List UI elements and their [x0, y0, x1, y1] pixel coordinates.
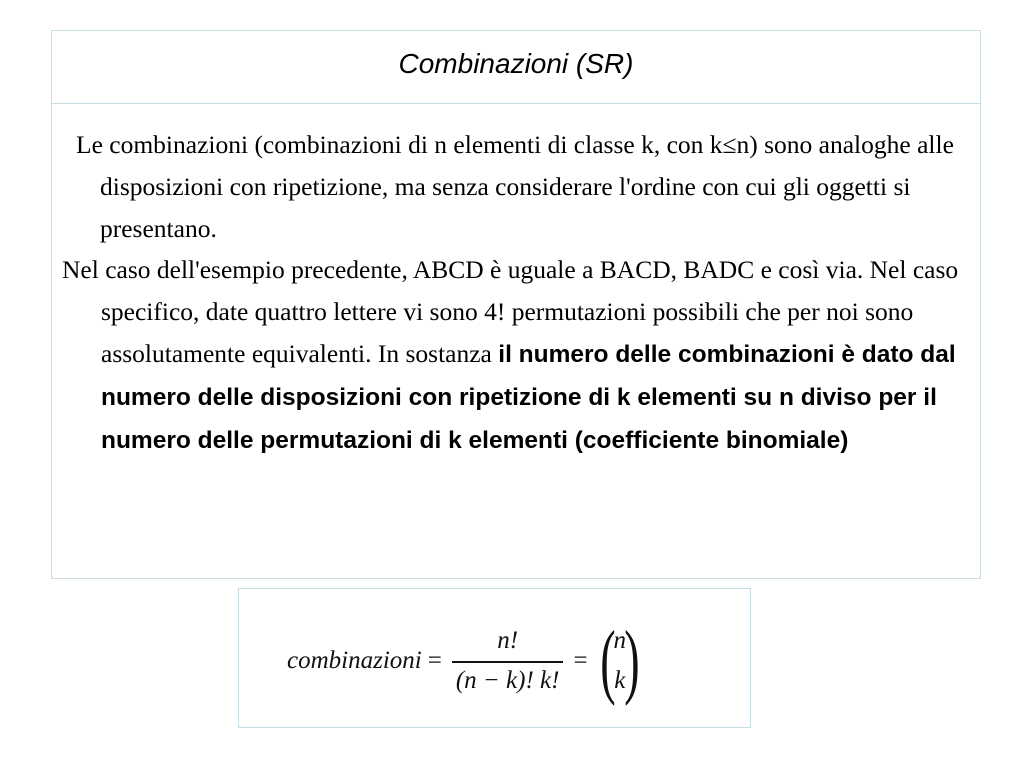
binom-top: n — [613, 627, 627, 654]
title-bar — [52, 31, 980, 104]
content-box — [51, 30, 981, 579]
right-paren: ) — [624, 614, 640, 707]
body-text — [52, 104, 980, 462]
formula-lhs: combinazioni — [287, 647, 422, 674]
formula-equals-1: = — [427, 647, 442, 674]
paragraph-2-plain: Nel caso dell'esempio precedente, ABCD è uguale a BACD, BADC e così via. Nel caso specifico, date quattro lettere vi sono 4! permutazioni possibili che per noi sono assolutamente equivalenti. In sostanza — [62, 255, 959, 368]
paragraph-2 — [62, 249, 966, 462]
slide-title: Combinazioni (SR) — [398, 48, 634, 79]
paragraph-1: Le combinazioni (combinazioni di n elementi di classe k, con k≤n) sono analoghe alle disposizioni con ripetizione, ma senza considerare l'ordine con cui gli oggetti si presentano. — [76, 130, 954, 243]
formula-image — [238, 588, 751, 728]
formula-equals-2: = — [573, 647, 588, 674]
formula-fraction — [452, 627, 564, 695]
formula-numerator: n! — [497, 627, 519, 655]
formula-denominator: (n − k)! k! — [455, 666, 560, 694]
paragraph-2-bold: il numero delle combinazioni è dato dal numero delle disposizioni con ripetizione di k elementi su n diviso per il numero delle permutazioni di k elementi (coefficiente binomiale) — [101, 341, 956, 454]
combination-formula — [287, 614, 646, 707]
binomial-coefficient — [594, 614, 646, 707]
binom-bottom: k — [614, 667, 626, 694]
left-paren: ( — [599, 614, 616, 707]
